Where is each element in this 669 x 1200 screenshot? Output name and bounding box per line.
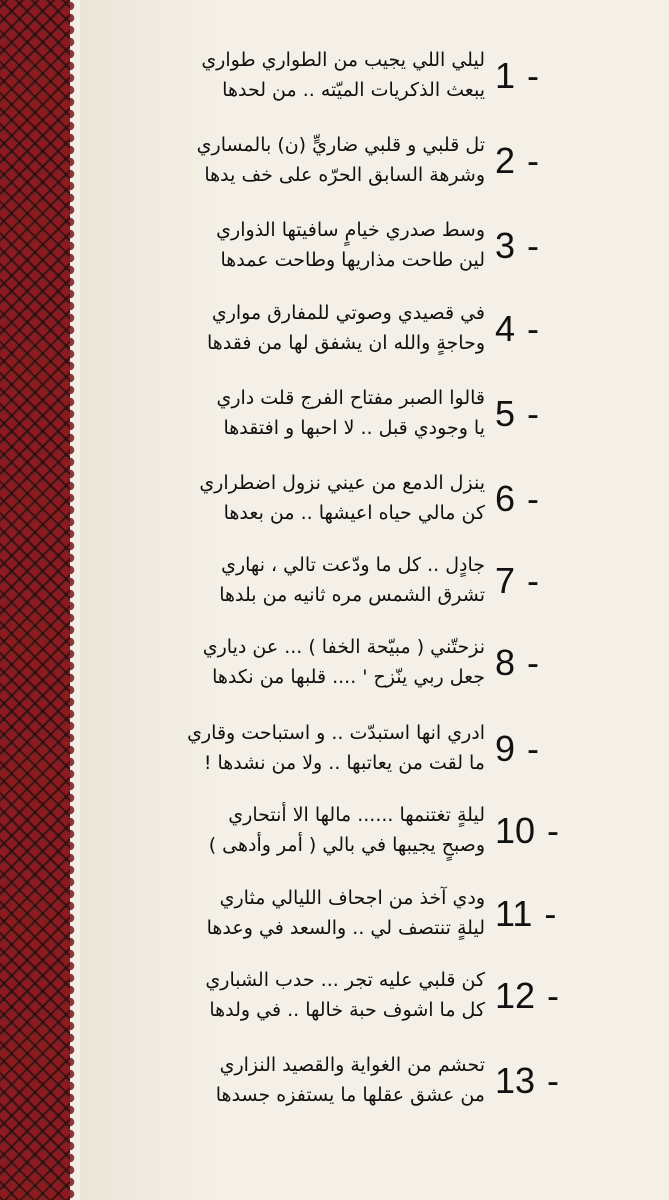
verse-lines: [150, 718, 485, 778]
verse-number-digits: 8: [495, 642, 516, 683]
verse-lines: [150, 215, 485, 275]
verse-number-dash: -: [527, 225, 540, 266]
verse-number-digits: 4: [495, 308, 516, 349]
verse-number-digits: 2: [495, 140, 516, 181]
verse-number: [495, 478, 539, 520]
verse-1: [150, 45, 650, 115]
verse-9: [150, 718, 650, 788]
verse-line-2: كن مالي حياه اعيشها .. من بعدها: [223, 502, 485, 524]
verse-number-digits: 9: [495, 728, 516, 769]
verse-number: [495, 560, 539, 602]
verse-lines: [150, 468, 485, 528]
verse-number-digits: 1: [495, 55, 516, 96]
verse-number-digits: 7: [495, 560, 516, 601]
verse-number-dash: -: [547, 810, 560, 851]
verse-line-2: وشرهة السابق الحرّه على خف يدها: [204, 164, 485, 186]
verse-lines: [150, 800, 485, 860]
verse-number-digits: 3: [495, 225, 516, 266]
verse-line-2: وحاجةٍ والله ان يشفق لها من فقدها: [207, 332, 485, 354]
verse-line-2: جعل ربي ينّزح ' .... قلبها من نكدها: [212, 666, 485, 688]
verse-number: [495, 225, 539, 267]
verse-line-1: ودي آخذ من اجحاف الليالي مثاري: [219, 887, 485, 909]
verse-number-dash: -: [547, 975, 560, 1016]
verse-line-1: ادري انها استبدّت .. و استباحت وقاري: [187, 722, 485, 744]
verse-lines: [150, 383, 485, 443]
verse-number-digits: 5: [495, 393, 516, 434]
verse-number: [495, 308, 539, 350]
verse-7: [150, 550, 650, 620]
verse-lines: [150, 965, 485, 1025]
verse-number: [495, 975, 559, 1017]
verse-number-digits: 11: [495, 893, 533, 934]
verse-line-2: لين طاحت مذاريها وطاحت عمدها: [220, 249, 485, 271]
verse-line-2: تشرق الشمس مره ثانيه من بلدها: [219, 584, 485, 606]
verse-line-1: تحشم من الغواية والقصيد النزاري: [219, 1054, 485, 1076]
verse-lines: [150, 298, 485, 358]
verse-number-digits: 13: [495, 1060, 536, 1101]
verse-line-1: ينزل الدمع من عيني نزول اضطراري: [199, 472, 485, 494]
verse-number-dash: -: [527, 560, 540, 601]
verse-line-2: من عشق عقلها ما يستفزه جسدها: [215, 1084, 485, 1106]
verse-line-1: كن قلبي عليه تجر ... حدب الشباري: [205, 969, 485, 991]
verse-13: [150, 1050, 650, 1120]
verse-number: [495, 1060, 559, 1102]
verse-line-2: يبعث الذكريات الميّته .. من لحدها: [222, 79, 485, 101]
verse-number: [495, 642, 539, 684]
verse-number: [495, 810, 559, 852]
verse-5: [150, 383, 650, 453]
verse-8: [150, 632, 650, 702]
verse-number-dash: -: [527, 478, 540, 519]
verse-number: [495, 893, 556, 935]
verse-line-1: تل قلبي و قلبي ضاريٍّ (ن) بالمساري: [196, 134, 485, 156]
verse-number: [495, 728, 539, 770]
verse-lines: [150, 550, 485, 610]
verse-3: [150, 215, 650, 285]
verse-12: [150, 965, 650, 1035]
verse-6: [150, 468, 650, 538]
verse-line-1: قالوا الصبر مفتاح الفرج قلت داري: [216, 387, 485, 409]
verse-number-dash: -: [527, 55, 540, 96]
verse-lines: [150, 130, 485, 190]
verse-number: [495, 393, 539, 435]
verse-11: [150, 883, 650, 953]
verse-number-dash: -: [527, 140, 540, 181]
verse-line-2: ليلةٍ تنتصف لي .. والسعد في وعدها: [206, 917, 485, 939]
verse-line-2: يا وجودي قبل .. لا احبها و افتقدها: [223, 417, 485, 439]
verse-lines: [150, 45, 485, 105]
verse-number-dash: -: [527, 308, 540, 349]
verse-line-2: ما لقت من يعاتبها .. ولا من نشدها !: [203, 752, 485, 774]
verse-2: [150, 130, 650, 200]
verse-line-2: وصبحٍ يجيبها في بالي ( أمر وأدهى ): [208, 834, 485, 856]
verse-lines: [150, 883, 485, 943]
verse-number-dash: -: [544, 893, 557, 934]
verse-number-digits: 12: [495, 975, 536, 1016]
verse-line-1: وسط صدري خيامٍ سافيتها الذواري: [216, 219, 485, 241]
verse-number-dash: -: [527, 393, 540, 434]
verse-number-dash: -: [547, 1060, 560, 1101]
decorative-border-fringe: [70, 0, 80, 1200]
verse-number-dash: -: [527, 728, 540, 769]
verse-line-2: كل ما اشوف حبة خالها .. في ولدها: [209, 999, 485, 1021]
decorative-border-pattern: [0, 0, 70, 1200]
verse-4: [150, 298, 650, 368]
verse-number-digits: 10: [495, 810, 536, 851]
verse-number-digits: 6: [495, 478, 516, 519]
verse-line-1: ليلي اللي يجيب من الطواري طواري: [201, 49, 485, 71]
verse-line-1: في قصيدي وصوتي للمفارق مواري: [211, 302, 485, 324]
verse-lines: [150, 632, 485, 692]
verse-number: [495, 55, 539, 97]
verse-line-1: نزحتّني ( مبيّحة الخفا ) ... عن دياري: [202, 636, 485, 658]
verse-lines: [150, 1050, 485, 1110]
verse-line-1: ليلةٍ تغتنمها ...... مالها الا أنتحاري: [228, 804, 485, 826]
verse-10: [150, 800, 650, 870]
verse-number: [495, 140, 539, 182]
verse-line-1: جادٍل .. كل ما ودّعت تالي ، نهاري: [221, 554, 485, 576]
verse-number-dash: -: [527, 642, 540, 683]
